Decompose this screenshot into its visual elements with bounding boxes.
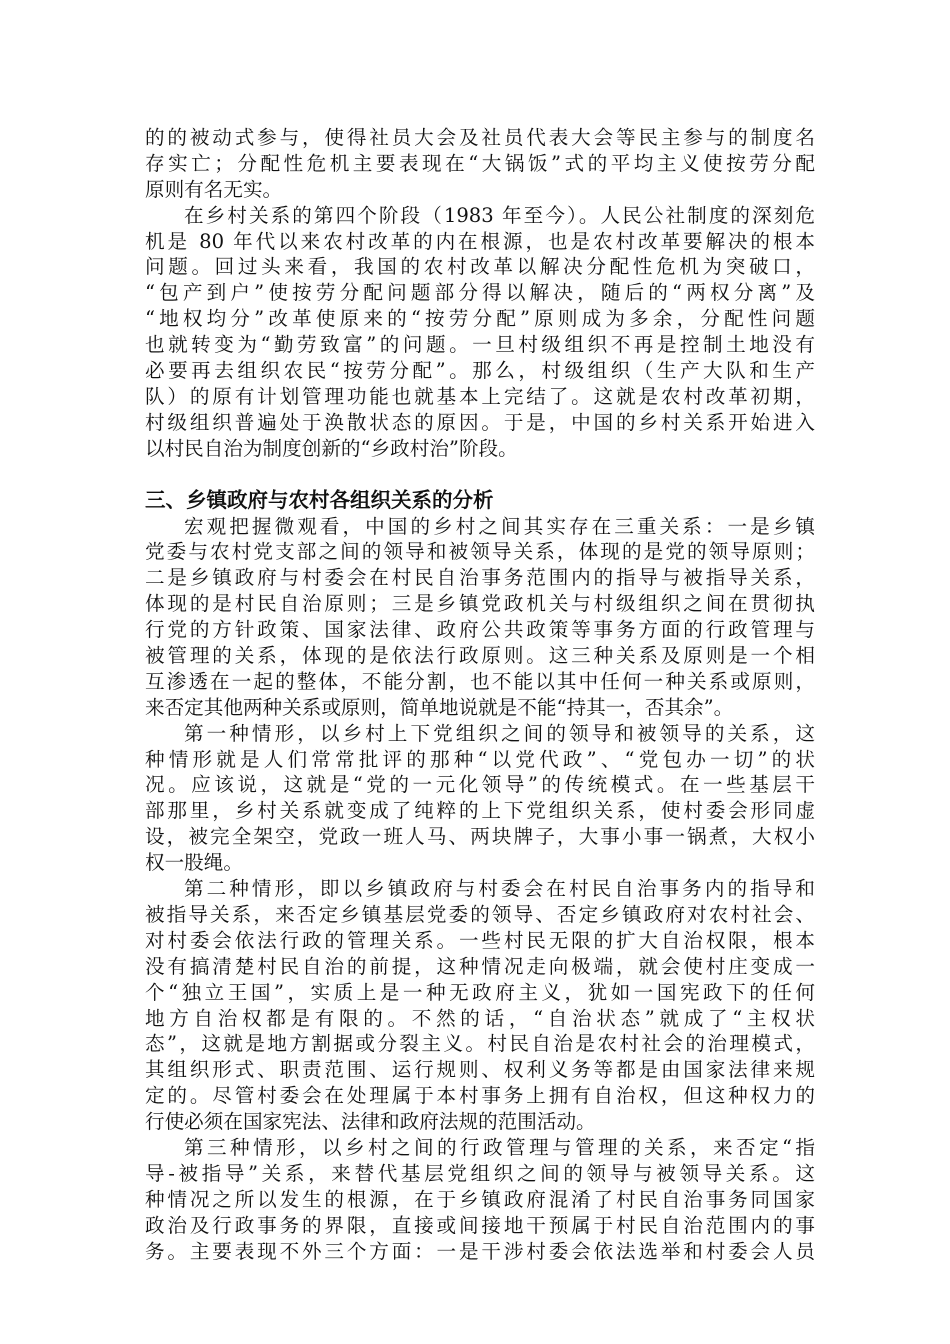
text-line: 党委与农村党支部之间的领导和被领导关系，体现的是党的领导原则；: [145, 540, 815, 564]
text-line: 对村委会依法行政的管理关系。一些村民无限的扩大自治权限，根本: [145, 928, 815, 952]
text-line: 队）的原有计划管理功能也就基本上完结了。这就是农村改革初期，: [145, 384, 815, 408]
text-line: 部那里，乡村关系就变成了纯粹的上下党组织关系，使村委会形同虚: [145, 799, 815, 823]
text-line: “包产到户”使按劳分配问题部分得以解决，随后的“两权分离”及: [145, 281, 815, 305]
text-line: 设，被完全架空，党政一班人马、两块牌子，大事小事一锅煮，大权小: [145, 825, 815, 849]
text-line: 宏观把握微观看，中国的乡村之间其实存在三重关系：一是乡镇: [184, 514, 815, 538]
text-line: 存实亡；分配性危机主要表现在“大锅饭”式的平均主义使按劳分配: [145, 151, 815, 175]
text-line: 其组织形式、职责范围、运行规则、权利义务等都是由国家法律来规: [145, 1058, 815, 1082]
text-line: 第三种情形，以乡村之间的行政管理与管理的关系，来否定“指: [184, 1135, 815, 1159]
paragraph: [145, 125, 815, 203]
text-line: 务。主要表现不外三个方面：一是干涉村委会依法选举和村委会人员: [145, 1239, 815, 1263]
text-line: 以村民自治为制度创新的“乡政村治”阶段。: [145, 436, 518, 460]
text-line: 定的。尽管村委会在处理属于本村事务上拥有自治权，但这种权力的: [145, 1084, 815, 1108]
text-line: 被指导关系，来否定乡镇基层党委的领导、否定乡镇政府对农村社会、: [145, 902, 815, 926]
text-line: 机是 80 年代以来农村改革的内在根源，也是农村改革要解决的根本: [145, 229, 815, 253]
text-line: 第一种情形，以乡村上下党组织之间的领导和被领导的关系，这: [184, 721, 815, 745]
text-line: “地权均分”改革使原来的“按劳分配”原则成为多余，分配性问题: [145, 307, 815, 331]
paragraph: [145, 1135, 815, 1264]
text-line: 在乡村关系的第四个阶段（1983 年至今）。人民公社制度的深刻危: [184, 203, 815, 227]
text-line: 行使必须在国家宪法、法律和政府法规的范围活动。: [145, 1110, 596, 1134]
text-line: 种情形就是人们常常批评的那种“以党代政”、“党包办一切”的状: [145, 747, 815, 771]
text-line: 问题。回过头来看，我国的农村改革以解决分配性危机为突破口，: [145, 255, 815, 279]
text-line: 第二种情形，即以乡镇政府与村委会在村民自治事务内的指导和: [184, 877, 815, 901]
text-line: 导-被指导”关系，来替代基层党组织之间的领导与被领导关系。这: [145, 1161, 815, 1185]
text-line: 村级组织普遍处于涣散状态的原因。于是，中国的乡村关系开始进入: [145, 410, 815, 434]
text-line: 个“独立王国”，实质上是一种无政府主义，犹如一国宪政下的任何: [145, 980, 815, 1004]
text-line: 原则有名无实。: [145, 177, 283, 201]
text-line: 政治及行政事务的界限，直接或间接地干预属于村民自治范围内的事: [145, 1213, 815, 1237]
text-line: 地方自治权都是有限的。不然的话，“自治状态”就成了“主权状: [145, 1006, 815, 1030]
text-line: 必要再去组织农民“按劳分配”。那么，村级组织（生产大队和生产: [145, 359, 815, 383]
text-line: 种情况之所以发生的根源，在于乡镇政府混淆了村民自治事务同国家: [145, 1187, 815, 1211]
text-line: 态”，这就是地方割据或分裂主义。村民自治是农村社会的治理模式，: [145, 1032, 815, 1056]
section-heading: 三、乡镇政府与农村各组织关系的分析: [145, 487, 494, 512]
text-line: 被管理的关系，体现的是依法行政原则。这三种关系及原则是一个相: [145, 644, 815, 668]
paragraph: [145, 721, 815, 876]
body-text-top: [145, 125, 815, 462]
text-line: 互渗透在一起的整体，不能分割，也不能以其中任何一种关系或原则，: [145, 669, 815, 693]
text-line: 的的被动式参与，使得社员大会及社员代表大会等民主参与的制度名: [145, 126, 815, 149]
paragraph: [145, 203, 815, 462]
text-line: 也就转变为“勤劳致富”的问题。一旦村级组织不再是控制土地没有: [145, 333, 815, 357]
text-line: 来否定其他两种关系或原则，简单地说就是不能“持其一，否其余”。: [145, 695, 734, 719]
body-text-bottom: [145, 514, 815, 1265]
text-line: 权一股绳。: [145, 851, 243, 875]
paragraph: [145, 876, 815, 1135]
document-page: [145, 125, 815, 1264]
text-line: 二是乡镇政府与村委会在村民自治事务范围内的指导与被指导关系，: [145, 566, 815, 590]
text-line: 体现的是村民自治原则；三是乡镇党政机关与村级组织之间在贯彻执: [145, 592, 815, 616]
text-line: 行党的方针政策、国家法律、政府公共政策等事务方面的行政管理与: [145, 618, 815, 642]
text-line: 况。应该说，这就是“党的一元化领导”的传统模式。在一些基层干: [145, 773, 815, 797]
text-line: 没有搞清楚村民自治的前提，这种情况走向极端，就会使村庄变成一: [145, 954, 815, 978]
paragraph: [145, 514, 815, 721]
